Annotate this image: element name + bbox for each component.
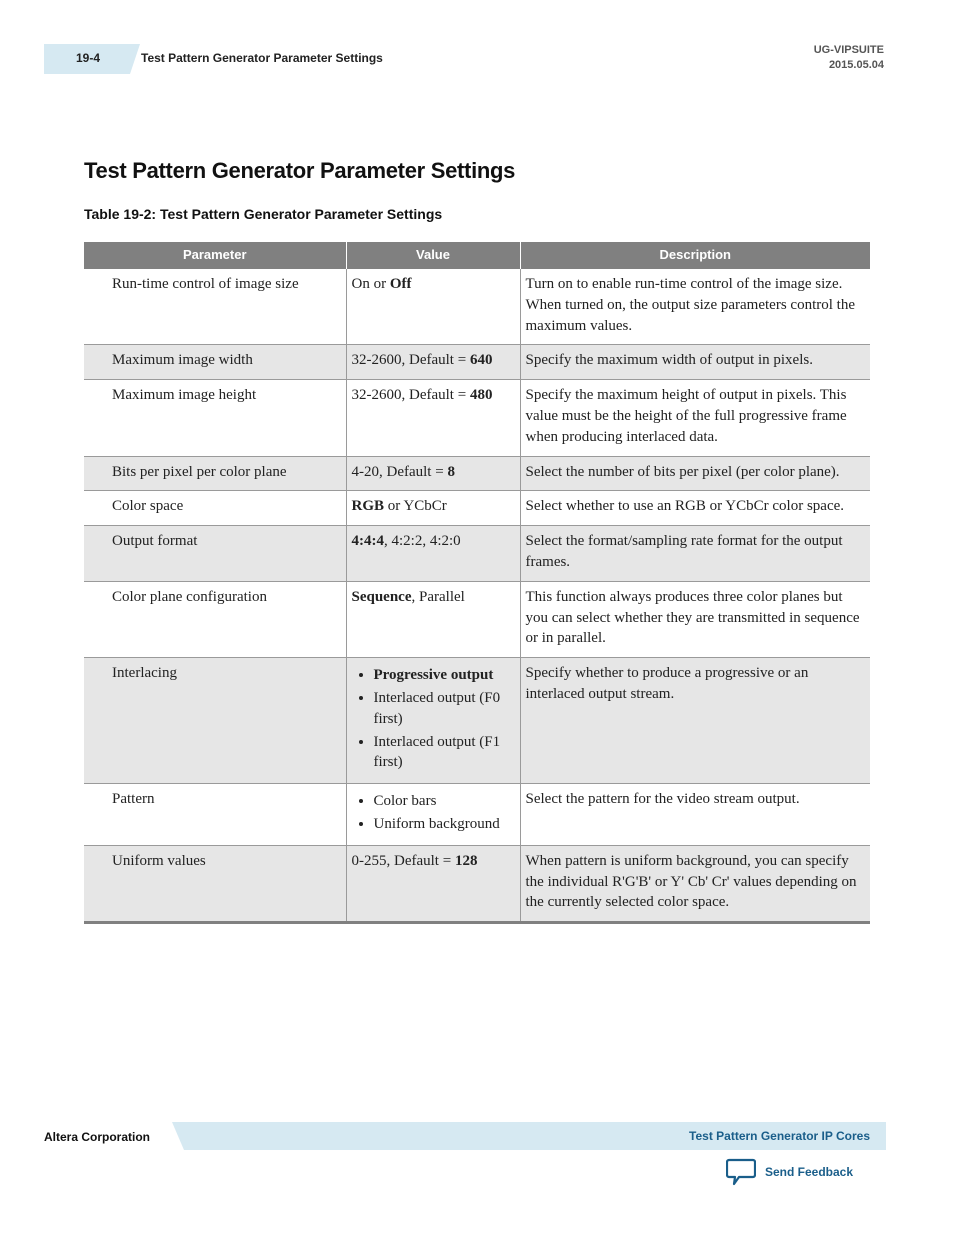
description-cell: Specify the maximum height of output in pixels. This value must be the height of the full progressive frame when producing interlaced data. <box>520 380 870 456</box>
document-date: 2015.05.04 <box>828 59 884 71</box>
description-cell: Specify whether to produce a progressive or an interlaced output stream. <box>520 658 870 784</box>
value-text: , 4:2:2, 4:2:0 <box>384 533 461 550</box>
parameter-cell: Output format <box>84 526 346 582</box>
value-text: 32-2600, Default = <box>351 352 470 369</box>
description-cell: Turn on to enable run-time control of the image size. When turned on, the output size parameters control the maximum values. <box>520 269 870 345</box>
value-cell <box>346 269 520 345</box>
chapter-link[interactable]: Test Pattern Generator IP Cores <box>689 1129 870 1143</box>
table-caption: Table 19-2: Test Pattern Generator Parameter Settings <box>84 206 443 222</box>
table-row <box>84 491 870 526</box>
table-row <box>84 784 870 846</box>
option-item: • Interlaced output (F0 first) <box>374 688 515 730</box>
parameter-cell: Color plane configuration <box>84 581 346 657</box>
table-row <box>84 526 870 582</box>
value-cell <box>346 526 520 582</box>
default-value: RGB <box>351 498 385 515</box>
company-name: Altera Corporation <box>44 1130 151 1144</box>
document-id: UG-VIPSUITE <box>813 44 884 56</box>
parameter-cell: Color space <box>84 491 346 526</box>
description-cell: Select the pattern for the video stream output. <box>520 784 870 846</box>
description-cell: Select the format/sampling rate format for the output frames. <box>520 526 870 582</box>
value-cell <box>346 845 520 922</box>
section-title: Test Pattern Generator Parameter Settings <box>84 158 516 183</box>
value-cell <box>346 491 520 526</box>
value-text: 4-20, Default = <box>351 463 448 480</box>
column-header-description: Description <box>520 242 870 269</box>
value-cell <box>346 658 520 784</box>
value-text: On or <box>351 276 390 292</box>
value-text: 0-255, Default = <box>351 852 455 869</box>
value-cell <box>346 456 520 491</box>
value-cell <box>346 380 520 456</box>
parameter-cell: Bits per pixel per color plane <box>84 456 346 491</box>
speech-bubble-icon <box>726 1158 756 1186</box>
description-cell: Select whether to use an RGB or YCbCr color space. <box>520 491 870 526</box>
description-cell: Specify the maximum width of output in pixels. <box>520 345 870 380</box>
option-list <box>352 665 515 773</box>
option-item: • Interlaced output (F1 first) <box>374 732 515 774</box>
value-cell <box>346 345 520 380</box>
table-row <box>84 345 870 380</box>
table-row <box>84 269 870 345</box>
table-row <box>84 581 870 657</box>
default-value: 128 <box>454 852 478 869</box>
option-list <box>352 791 515 835</box>
default-value: Sequence <box>351 588 412 605</box>
option-item: • Progressive output <box>374 665 515 686</box>
value-text: , Parallel <box>411 588 465 605</box>
table-row <box>84 658 870 784</box>
table-row <box>84 456 870 491</box>
default-value: 480 <box>469 387 493 404</box>
value-cell <box>346 784 520 846</box>
default-value: 4:4:4 <box>351 533 384 550</box>
default-value: 640 <box>469 352 493 369</box>
table-row <box>84 845 870 922</box>
option-item: • Uniform background <box>374 814 515 835</box>
value-text: or YCbCr <box>384 498 447 515</box>
document-id-block <box>814 43 884 73</box>
page-number: 19-4 <box>75 51 101 65</box>
description-cell: When pattern is uniform background, you can specify the individual R'G'B' or Y' Cb' Cr' values depending on the currently selected color space. <box>520 845 870 922</box>
table-header-row <box>84 242 870 269</box>
description-cell: Select the number of bits per pixel (per color plane). <box>520 456 870 491</box>
parameter-cell: Interlacing <box>84 658 346 784</box>
value-text: 32-2600, Default = <box>351 387 470 404</box>
parameter-cell: Run-time control of image size <box>84 269 346 345</box>
column-header-value: Value <box>346 242 520 269</box>
parameter-cell: Pattern <box>84 784 346 846</box>
send-feedback-link[interactable] <box>726 1158 853 1186</box>
option-item: • Color bars <box>374 791 515 812</box>
description-cell: This function always produces three color planes but you can select whether they are transmitted in sequence or in parallel. <box>520 581 870 657</box>
table-row <box>84 380 870 456</box>
send-feedback-label: Send Feedback <box>765 1165 854 1179</box>
default-value: Off <box>389 276 412 292</box>
parameter-cell: Maximum image width <box>84 345 346 380</box>
parameter-settings-table <box>84 242 870 924</box>
running-title: Test Pattern Generator Parameter Settings <box>141 51 383 65</box>
parameter-cell: Maximum image height <box>84 380 346 456</box>
value-cell <box>346 581 520 657</box>
column-header-parameter: Parameter <box>84 242 346 269</box>
parameter-cell: Uniform values <box>84 845 346 922</box>
default-value: 8 <box>447 463 455 480</box>
